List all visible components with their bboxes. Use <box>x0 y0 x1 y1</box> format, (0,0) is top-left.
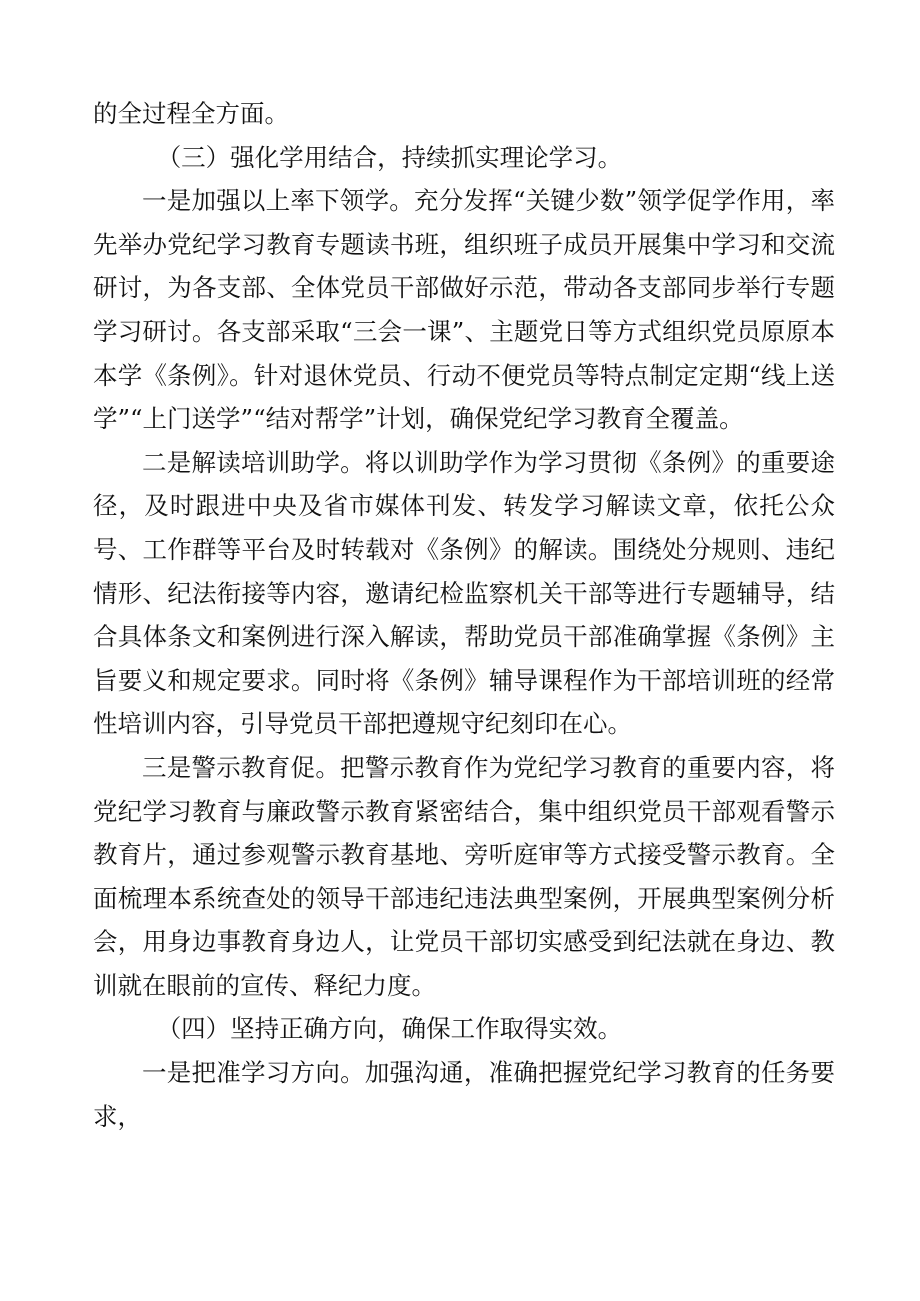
paragraph-continuation: 的全过程全方面。 <box>93 99 289 128</box>
paragraph-training: 二是解读培训助学。将以训助学作为学习贯彻《条例》的重要途径，及时跟进中央及省市媒体刊发、转发学习解读文章，依托公众号、工作群等平台及时转载对《条例》的解读。围绕处分规则、违纪情形、纪法衔接等内容，邀请纪检监察机关干部等进行专题辅导，结合具体条文和案例进行深入解读，帮助党员干部准确掌握《条例》主旨要义和规定要求。同时将《条例》辅导课程作为干部培训班的经常性培训内容，引导党员干部把遵规守纪刻印在心。 <box>93 447 835 739</box>
section-heading-4: （四）坚持正确方向，确保工作取得实效。 <box>156 1014 623 1044</box>
document-body <box>93 92 835 1138</box>
paragraph-warning-education: 三是警示教育促。把警示教育作为党纪学习教育的重要内容，将党纪学习教育与廉政警示教育紧密结合，集中组织党员干部观看警示教育片，通过参观警示教育基地、旁听庭审等方式接受警示教育。全面梳理本系统查处的领导干部违纪违法典型案例，开展典型案例分析会，用身边事教育身边人，让党员干部切实感受到纪法就在身边、教训就在眼前的宣传、释纪力度。 <box>93 752 835 1000</box>
paragraph-lead-study: 一是加强以上率下领学。充分发挥“关键少数”领学促学作用，率先举办党纪学习教育专题读书班，组织班子成员开展集中学习和交流研讨，为各支部、全体党员干部做好示范，带动各支部同步举行专题学习研讨。各支部采取“三会一课”、主题党日等方式组织党员原原本本学《条例》。针对退休党员、行动不便党员等特点制定定期“线上送学”“上门送学”“结对帮学”计划，确保党纪学习教育全覆盖。 <box>93 186 835 434</box>
section-heading-3: （三）强化学用结合，持续抓实理论学习。 <box>156 142 623 172</box>
paragraph-direction: 一是把准学习方向。加强沟通，准确把握党纪学习教育的任务要求， <box>93 1058 835 1131</box>
